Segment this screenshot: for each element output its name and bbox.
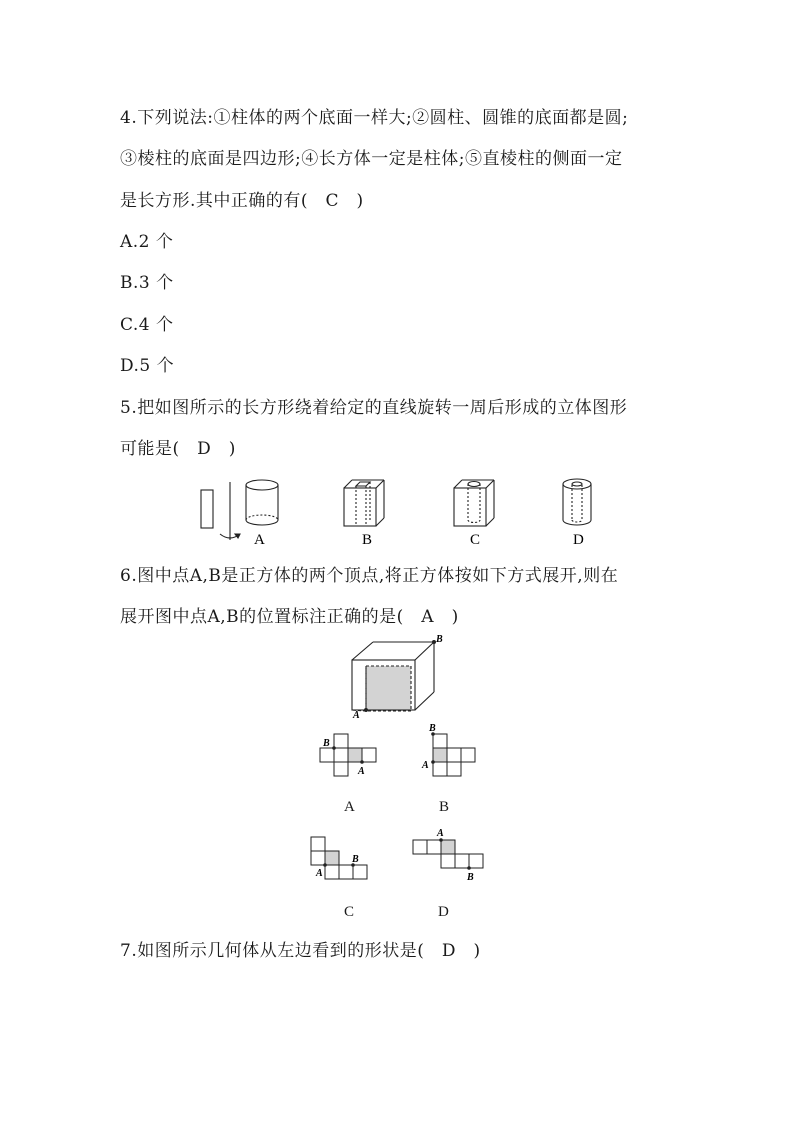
q6-net-a — [312, 730, 382, 780]
q6-net-d-vertex-a: A — [437, 828, 444, 839]
q4-option-b: B.3 个 — [120, 273, 174, 293]
q6-net-a-vertex-a: A — [358, 766, 365, 777]
q5-stem-line1: 5.把如图所示的长方形绕着给定的直线旋转一周后形成的立体图形 — [120, 398, 628, 418]
q5-shape-a-cylinder — [246, 480, 278, 525]
q6-net-c — [302, 832, 382, 888]
q6-cube-figure — [348, 636, 448, 720]
q5-shape-c-cube-round-hole — [454, 480, 494, 526]
q4-stem-line1: 4.下列说法:①柱体的两个底面一样大;②圆柱、圆锥的底面都是圆; — [120, 108, 629, 128]
q4-stem-line2: ③棱柱的底面是四边形;④长方体一定是柱体;⑤直棱柱的侧面一定 — [120, 149, 623, 169]
q7-stem-line1: 7.如图所示几何体从左边看到的形状是( D ) — [120, 941, 481, 961]
q6-net-d-caption: D — [438, 904, 450, 920]
q6-cube-vertex-b: B — [436, 634, 443, 645]
q6-net-d-vertex-b: B — [467, 872, 474, 883]
q5-rectangle — [201, 490, 213, 528]
q6-net-c-caption: C — [344, 904, 355, 920]
q6-net-c-vertex-a: A — [316, 868, 323, 879]
q5-label-d: D — [573, 532, 584, 548]
q6-net-b — [418, 720, 488, 780]
q6-cube-vertex-a: A — [353, 710, 360, 721]
q6-net-d — [404, 826, 494, 886]
q4-option-d: D.5 个 — [120, 356, 175, 376]
q5-label-a: A — [254, 532, 265, 548]
q6-stem-line1: 6.图中点A,B是正方体的两个顶点,将正方体按如下方式展开,则在 — [120, 566, 619, 586]
q5-label-b: B — [362, 532, 373, 548]
q5-label-c: C — [470, 532, 481, 548]
q5-stem-line2: 可能是( D ) — [120, 439, 236, 459]
q5-shape-b-cube-square-hole — [344, 480, 384, 526]
q6-net-b-caption: B — [439, 799, 450, 815]
q6-net-a-vertex-b: B — [323, 738, 330, 749]
q6-net-c-vertex-b: B — [352, 854, 359, 865]
q5-figure — [190, 474, 610, 548]
q6-stem-line2: 展开图中点A,B的位置标注正确的是( A ) — [120, 607, 459, 627]
q6-net-a-caption: A — [344, 799, 356, 815]
q5-shape-d-hollow-cylinder — [563, 479, 591, 525]
q4-stem-line3: 是长方形.其中正确的有( C ) — [120, 191, 364, 211]
q6-net-b-vertex-b: B — [429, 723, 436, 734]
q6-net-b-vertex-a: A — [422, 760, 429, 771]
q4-option-a: A.2 个 — [120, 232, 174, 252]
q4-option-c: C.4 个 — [120, 315, 174, 335]
